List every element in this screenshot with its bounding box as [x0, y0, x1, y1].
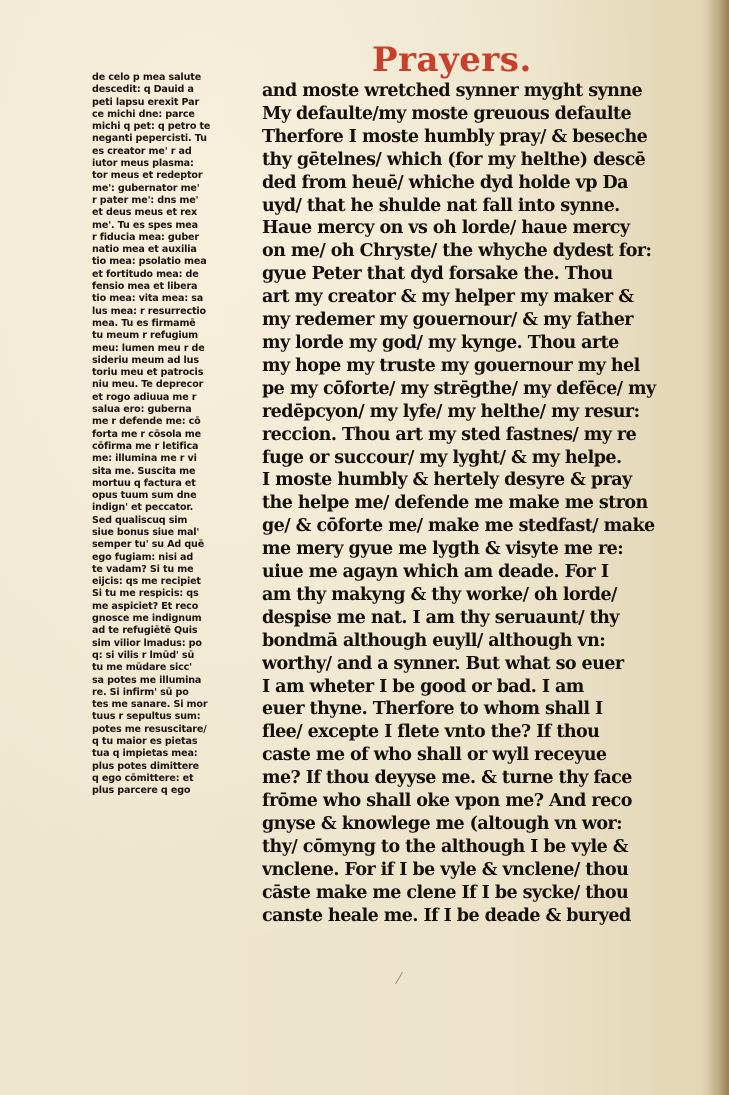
text-line: canste heale me. If I be deade & buryed — [262, 905, 631, 926]
text-line: and moste wretched synner myght synne — [262, 81, 643, 101]
gloss-line: es creator me' r ad — [92, 145, 192, 157]
text-line: Haue mercy on vs oh lorde/ haue mercy — [262, 218, 630, 239]
text-line: my lorde my god/ my kynge. Thou arte — [262, 332, 619, 353]
gloss-line: mortuu q factura et — [92, 477, 196, 489]
text-line: uiue me agayn which am deade. For I — [262, 562, 609, 583]
text-line: art my creator & my helper my maker & — [262, 287, 634, 308]
page-edge-shadow — [707, 0, 729, 1095]
text-line: worthy/ and a synner. But what so euer — [262, 653, 624, 674]
text-line: cāste make me clene If I be sycke/ thou — [262, 882, 629, 903]
gloss-line: tor meus et redeptor — [92, 170, 203, 182]
gloss-line: eijcis: qs me recipiet — [92, 576, 201, 588]
gloss-line: q ego cōmittere: et — [92, 772, 194, 784]
gloss-line: ego fugiam: nisi ad — [92, 551, 194, 563]
gloss-line: et fortitudo mea: de — [92, 268, 199, 280]
gloss-line: plus parcere q ego — [92, 785, 191, 797]
gloss-line: me'. Tu es spes mea — [92, 219, 198, 231]
gloss-line: indign' et peccator. — [92, 502, 194, 514]
gloss-line: natio mea et auxilia — [92, 244, 197, 256]
text-line: my redemer my gouernour/ & my father — [262, 310, 633, 331]
gloss-line: niu meu. Te deprecor — [92, 379, 204, 391]
text-line: reccion. Thou art my sted fastnes/ my re — [262, 424, 637, 445]
text-line: me? If thou deyyse me. & turne thy face — [262, 768, 632, 789]
gloss-line: sita me. Suscita me — [92, 465, 196, 477]
gloss-line: cōfirma me r letifica — [92, 440, 199, 452]
text-line: thy/ cōmyng to the although I be vyle & — [262, 836, 628, 857]
gloss-line: me: illumina me r vi — [92, 453, 197, 465]
text-line: fuge or succour/ my lyght/ & my helpe. — [262, 447, 622, 468]
gloss-line: q tu maior es pietas — [92, 736, 198, 748]
text-line: am thy makyng & thy worke/ oh lorde/ — [262, 584, 617, 605]
gloss-line: Si tu me respicis: qs — [92, 588, 199, 600]
gloss-line: sa potes me illumina — [92, 674, 202, 686]
gloss-line: sideriu meum ad lus — [92, 354, 199, 366]
text-line: vnclene. For if I be vyle & vnclene/ thou — [262, 859, 629, 880]
text-line: on me/ oh Chryste/ the whyche dydest for: — [262, 241, 652, 262]
gloss-line: plus potes dimittere — [92, 760, 199, 772]
gloss-line: r fiducia mea: guber — [92, 231, 199, 243]
text-line: ge/ & cōforte me/ make me stedfast/ make — [262, 516, 655, 537]
running-header: Prayers. — [372, 40, 532, 80]
gloss-line: toriu meu et patrocis — [92, 367, 204, 379]
gloss-line: fensio mea et libera — [92, 281, 198, 293]
gloss-line: re. Si infirm' sū po — [92, 686, 189, 698]
gloss-line: gnosce me indignum — [92, 613, 202, 625]
gloss-line: tuus r sepultus sum: — [92, 711, 201, 723]
text-line: redēpcyon/ my lyfe/ my helthe/ my resur: — [262, 401, 640, 422]
text-line: I am wheter I be good or bad. I am — [262, 676, 584, 697]
gloss-line: tio mea: psolatio mea — [92, 256, 207, 268]
gloss-line: ce michi dne: parce — [92, 108, 195, 120]
gloss-line: sim vilior lmadus: po — [92, 637, 202, 649]
gloss-line: de celo p mea salute — [92, 72, 202, 83]
english-text-column — [262, 80, 680, 928]
text-line: I moste humbly & hertely desyre & pray — [262, 470, 632, 491]
gloss-line: peti lapsu erexit Par — [92, 96, 200, 108]
text-line: my hope my truste my gouernour my hel — [262, 355, 640, 376]
gloss-line: descedit: q Dauid a — [92, 84, 194, 96]
gloss-line: tua q impietas mea: — [92, 748, 198, 760]
text-line: bondmā although euyll/ although vn: — [262, 630, 606, 651]
gloss-line: meu: lumen meu r de — [92, 342, 205, 354]
text-line: Therfore I moste humbly pray/ & beseche — [262, 126, 648, 147]
gloss-line: ad te refugiētē Quis — [92, 625, 198, 637]
text-line: uyd/ that he shulde nat fall into synne. — [262, 195, 620, 216]
gloss-line: me': gubernator me' — [92, 182, 200, 194]
text-line: thy gētelnes/ which (for my helthe) descē — [262, 149, 646, 170]
gloss-line: r pater me': dns me' — [92, 194, 199, 206]
text-line: gyue Peter that dyd forsake the. Thou — [262, 264, 613, 285]
gloss-line: michi q pet: q petro te — [92, 121, 211, 133]
text-line: frōme who shall oke vpon me? And reco — [262, 791, 632, 812]
text-line: euer thyne. Therfore to whom shall I — [262, 699, 603, 720]
gloss-line: salua ero: guberna — [92, 404, 192, 416]
gloss-line: neganti pepercisti. Tu — [92, 133, 207, 145]
gloss-line: q: si vilis r lmūd' sū — [92, 649, 195, 661]
gloss-line: tio mea: vita mea: sa — [92, 293, 204, 305]
text-line: ded from heuē/ whiche dyd holde vp Da — [262, 172, 628, 193]
gloss-line: lus mea: r resurrectio — [92, 305, 206, 317]
bleed-through-mark — [165, 30, 255, 58]
gloss-line: et deus meus et rex — [92, 207, 198, 219]
text-line: gnyse & knowlege me (altough vn wor: — [262, 814, 623, 834]
gloss-line: semper tu' su Ad quē — [92, 539, 205, 551]
latin-gloss-column — [92, 72, 250, 798]
gloss-line: te vadam? Si tu me — [92, 563, 194, 575]
text-line: My defaulte/my moste greuous defaulte — [262, 103, 632, 124]
gloss-line: potes me resuscitare/ — [92, 723, 207, 735]
gloss-line: tu me mūdare sicc' — [92, 662, 192, 674]
text-line: me mery gyue me lygth & visyte me re: — [262, 539, 624, 560]
text-line: caste me of who shall or wyll receyue — [262, 745, 607, 766]
gloss-line: me aspiciet? Et reco — [92, 600, 199, 612]
gloss-line: tu meum r refugium — [92, 330, 199, 342]
text-line: flee/ excepte I flete vnto the? If thou — [262, 722, 600, 743]
gloss-line: iutor meus plasma: — [92, 158, 194, 170]
gloss-line: forta me r cōsola me — [92, 428, 201, 440]
gloss-line: me r defende me: cō — [92, 416, 201, 428]
ink-stroke-mark — [395, 972, 410, 989]
gloss-line: siue bonus siue mal' — [92, 526, 200, 538]
text-line: the helpe me/ defende me make me stron — [262, 493, 648, 514]
gloss-line: et rogo adiuua me r — [92, 391, 197, 403]
gloss-line: Sed qualiscuq sim — [92, 514, 188, 526]
text-line: pe my cōforte/ my strēgthe/ my defēce/ my — [262, 378, 656, 399]
gloss-line: mea. Tu es firmamē — [92, 317, 196, 329]
text-line: despise me nat. I am thy seruaunt/ thy — [262, 607, 619, 628]
gloss-line: opus tuum sum dne — [92, 490, 197, 502]
gloss-line: tes me sanare. Si mor — [92, 699, 208, 711]
